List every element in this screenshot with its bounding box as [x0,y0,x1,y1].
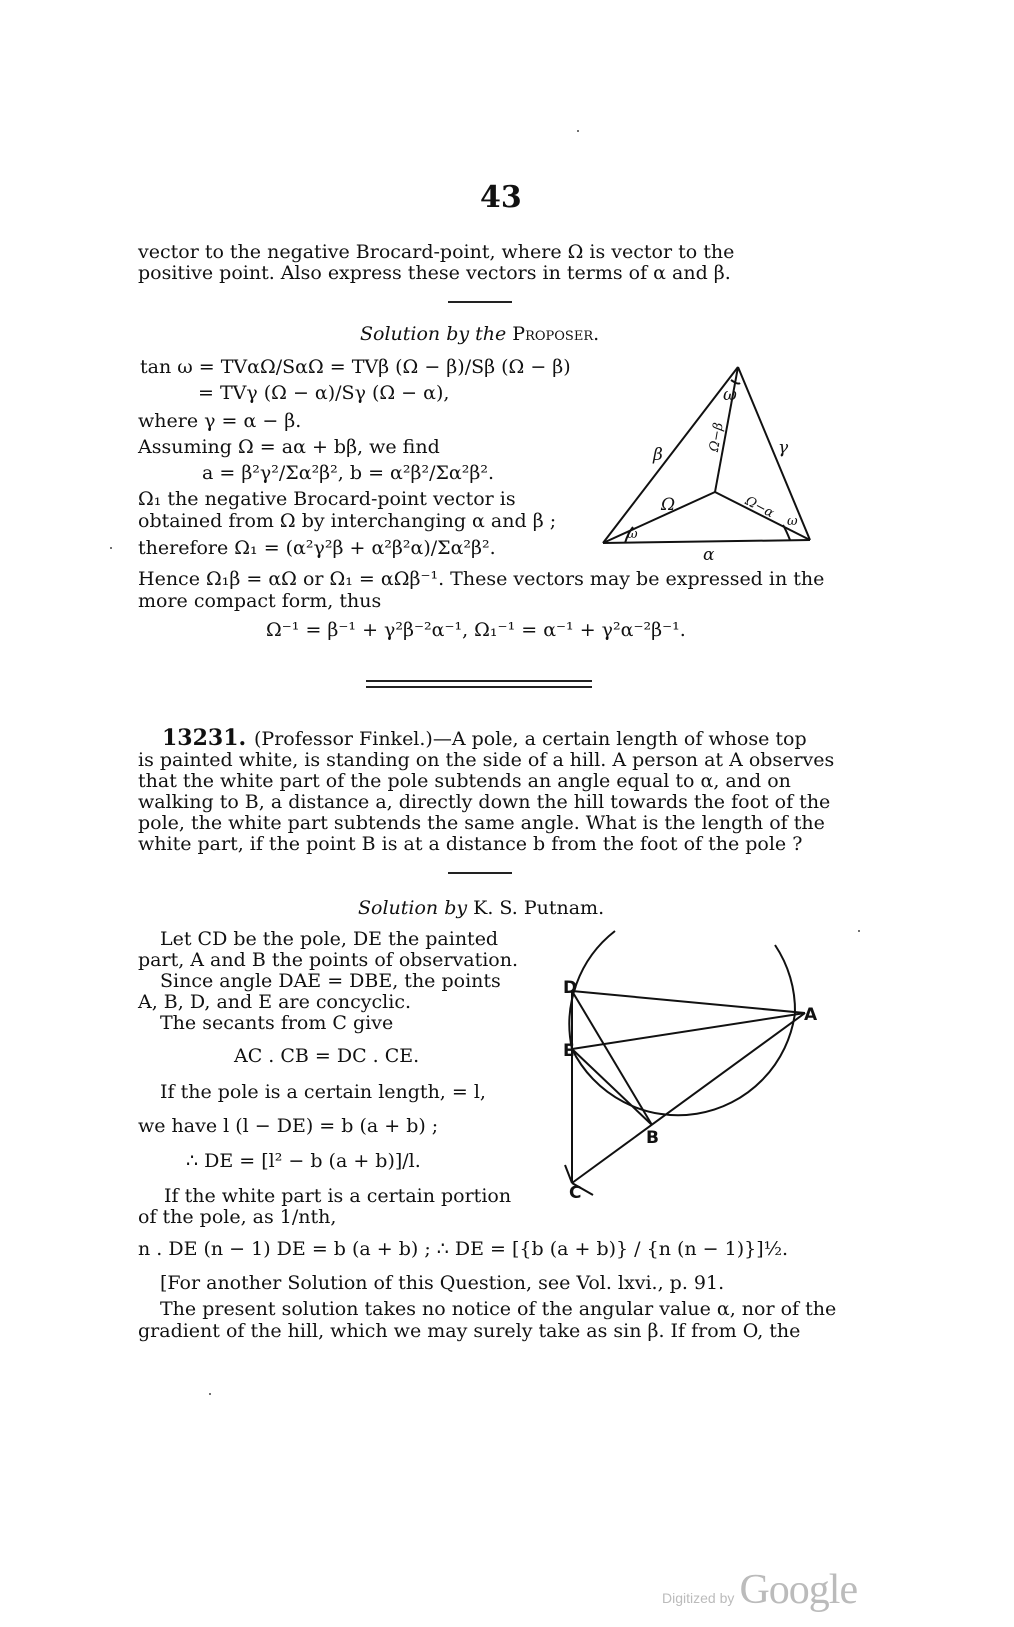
solution1-line: = TVγ (Ω − α)/Sγ (Ω − α), [198,382,450,404]
caption-italic: Solution by [358,897,474,919]
scan-speck [110,547,112,549]
question-line: (Professor Finkel.)—A pole, a certain length of whose top [254,728,807,750]
scan-speck [858,930,860,932]
solution2-line: AC . CB = DC . CE. [234,1045,420,1067]
caption-author: Proposer. [512,323,600,345]
section-rule [448,872,512,874]
scan-speck [209,1393,211,1395]
diagram-label-omega-right: ω [787,514,798,529]
solution2-caption [358,897,604,919]
question-number: 13231. [162,725,247,751]
question-line: is painted white, is standing on the side of a hill. A person at A observes [138,749,835,771]
diagram-label-E: E [563,1041,575,1061]
solution1-line: Ω⁻¹ = β⁻¹ + γ²β⁻²α⁻¹, Ω₁⁻¹ = α⁻¹ + γ²α⁻²β⁻¹. [266,619,686,641]
diagram-label-omega-beta: Ω−β [706,421,727,453]
triangle-diagram [595,355,820,565]
solution2-line: gradient of the hill, which we may surely take as sin β. If from O, the [138,1320,801,1342]
intro-line-1: vector to the negative Brocard-point, where Ω is vector to the [138,241,735,263]
solution2-line: part, A and B the points of observation. [138,949,518,971]
diagram-label-C: C [569,1183,582,1203]
solution2-line: If the white part is a certain portion [164,1185,512,1207]
question-line: walking to B, a distance a, directly down the hill towards the foot of the [138,791,831,813]
diagram-label-A: A [804,1005,818,1025]
double-rule-bottom [366,686,592,688]
solution1-line: therefore Ω₁ = (α²γ²β + α²β²α)/Σα²β². [138,537,496,559]
diagram-label-alpha: α [703,545,715,565]
solution1-line: where γ = α − β. [138,410,302,432]
question-line: pole, the white part subtends the same angle. What is the length of the [138,812,825,834]
solution2-line: ∴ DE = [l² − b (a + b)]/l. [186,1150,421,1172]
diagram-label-B: B [646,1128,659,1148]
caption-italic: Solution by the [360,323,513,345]
question-line: white part, if the point B is at a distance b from the foot of the pole ? [138,833,803,855]
solution1-line: tan ω = TVαΩ/SαΩ = TVβ (Ω − β)/Sβ (Ω − β) [140,356,571,378]
solution2-line: Let CD be the pole, DE the painted [160,928,499,950]
circle-diagram [555,925,825,1205]
solution2-line: we have l (l − DE) = b (a + b) ; [138,1115,439,1137]
intro-line-2: positive point. Also express these vectors in terms of α and β. [138,262,731,284]
digitized-by-google-watermark [662,1566,857,1614]
solution2-line: Since angle DAE = DBE, the points [160,970,501,992]
solution2-line: The secants from C give [160,1012,394,1034]
section-rule [448,301,512,303]
solution1-line: Assuming Ω = aα + bβ, we find [138,436,440,458]
solution1-line: Hence Ω₁β = αΩ or Ω₁ = αΩβ⁻¹. These vectors may be expressed in the [138,568,825,590]
solution2-line: of the pole, as 1/nth, [138,1206,337,1228]
solution2-line: If the pole is a certain length, = l, [160,1081,486,1103]
diagram-label-omega: ω [723,385,737,405]
solution1-line: a = β²γ²/Σα²β², b = α²β²/Σα²β². [202,462,494,484]
solution2-line: A, B, D, and E are concyclic. [138,991,412,1013]
page-number: 43 [480,180,522,215]
diagram-label-omega-left: ω [627,527,638,542]
solution2-line: n . DE (n − 1) DE = b (a + b) ; ∴ DE = [{b (a + b)} / {n (n − 1)}]½. [138,1238,789,1260]
solution1-line: more compact form, thus [138,590,382,612]
solution2-line: The present solution takes no notice of the angular value α, nor of the [160,1298,837,1320]
watermark-digitized-text: Digitized by [662,1590,735,1606]
caption-author: K. S. Putnam. [473,897,605,919]
diagram-label-beta: β [653,445,663,465]
diagram-label-gamma: γ [778,438,789,458]
double-rule-top [366,680,592,682]
solution2-line: [For another Solution of this Question, see Vol. lxvi., p. 91. [160,1272,725,1294]
diagram-label-omega-seg: Ω [661,495,676,515]
solution1-line: obtained from Ω by interchanging α and β ; [138,510,557,532]
scan-speck [577,130,579,132]
solution1-line: Ω₁ the negative Brocard-point vector is [138,488,516,510]
diagram-label-D: D [563,978,578,998]
question-line: that the white part of the pole subtends an angle equal to α, and on [138,770,791,792]
solution1-caption [360,323,599,345]
diagram-label-omega-alpha: Ω−α [742,493,777,522]
google-logo: Google [739,1567,858,1613]
